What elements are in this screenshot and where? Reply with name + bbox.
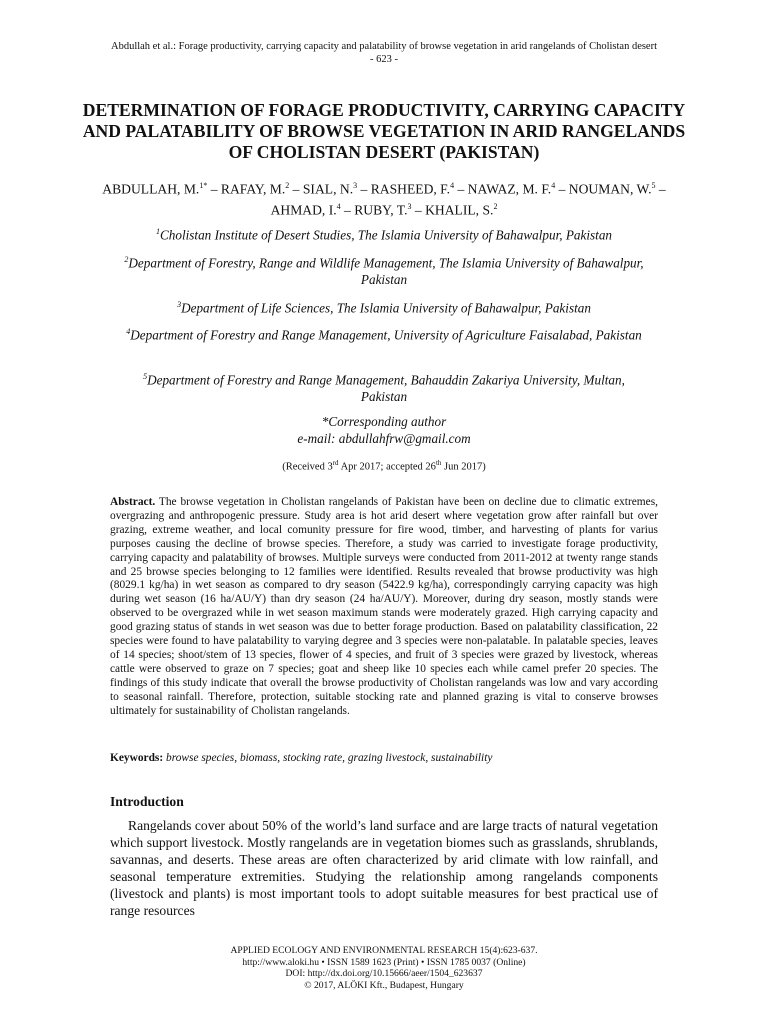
keywords-label: Keywords:	[110, 752, 164, 764]
affiliation-text: Department of Forestry, Range and Wildlife Management, The Islamia University of Bahawalpur, Pakistan	[128, 255, 644, 288]
author-separator: –	[655, 181, 666, 197]
accepted-sup: th	[435, 459, 442, 467]
received-sup: rd	[332, 459, 339, 467]
author-name: NAWAZ, M. F.	[467, 181, 552, 197]
footer-copyright: © 2017, ALÖKI Kft., Budapest, Hungary	[304, 979, 464, 991]
author-separator: –	[357, 181, 371, 197]
author-name: AHMAD, I.	[270, 202, 337, 218]
author-name: ABDULLAH, M.	[102, 181, 200, 197]
author-affiliation-marker: 2	[493, 201, 498, 211]
page-footer	[120, 945, 648, 991]
affiliation-number: 5	[143, 372, 148, 381]
received-middle: Apr 2017; accepted 26	[338, 461, 436, 473]
abstract	[110, 496, 658, 719]
footer-doi: DOI: http://dx.doi.org/10.15666/aeer/1504_623637	[285, 968, 483, 979]
author-affiliation-marker: 4	[551, 181, 556, 190]
paper-title: DETERMINATION OF FORAGE PRODUCTIVITY, CARRYING CAPACITY AND PALATABILITY OF BROWSE VEGETATION IN ARID RANGELANDS OF CHOLISTAN DESERT (PAKISTAN)	[82, 100, 686, 162]
received-suffix: Jun 2017)	[441, 461, 486, 473]
author-separator: –	[340, 202, 355, 218]
author-separator: –	[555, 181, 569, 197]
running-head	[60, 40, 708, 66]
affiliation-text: Cholistan Institute of Desert Studies, The Islamia University of Bahawalpur, Pakistan	[159, 227, 613, 243]
author-affiliation-marker: 3	[353, 181, 358, 190]
affiliation-number: 1	[155, 227, 160, 236]
author-name: KHALIL, S.	[425, 202, 494, 218]
keywords-text: browse species, biomass, stocking rate, grazing livestock, sustainability	[166, 752, 493, 764]
author-name: RAFAY, M.	[220, 181, 286, 197]
affiliation-4	[120, 323, 648, 343]
corresponding-email: e-mail: abdullahfrw@gmail.com	[297, 431, 471, 446]
affiliation-text: Department of Forestry and Range Management, Bahauddin Zakariya University, Multan, Pakistan	[147, 372, 625, 405]
received-dates	[120, 457, 648, 474]
author-name: NOUMAN, W.	[568, 181, 652, 197]
author-affiliation-marker: 3	[407, 201, 412, 211]
section-heading-introduction: Introduction	[110, 794, 184, 809]
author-separator: –	[454, 181, 468, 197]
running-head-text: Abdullah et al.: Forage productivity, carrying capacity and palatability of browse vegetation in arid rangelands of Cholistan desert	[110, 41, 658, 52]
author-affiliation-marker: 2	[285, 181, 290, 190]
keywords	[110, 751, 658, 765]
affiliation-text: Department of Forestry and Range Management, University of Agriculture Faisalabad, Pakistan	[130, 327, 642, 343]
author-affiliation-marker: 4	[450, 181, 455, 190]
author-list	[90, 177, 678, 218]
affiliation-number: 2	[124, 255, 129, 264]
footer-journal: APPLIED ECOLOGY AND ENVIRONMENTAL RESEARCH 15(4):623-637.	[230, 945, 538, 956]
introduction-body	[110, 817, 658, 920]
author-affiliation-marker: 4	[336, 201, 341, 211]
page-number: - 623 -	[370, 54, 398, 65]
abstract-text: The browse vegetation in Cholistan rangelands of Pakistan have been on decline due to climatic extremes, overgrazing and anthropogenic pressure. Study area is hot arid desert where vegetation grow after rainfall but over grazing, extreme weather, and local comunity pressure for fire wood, timber, and harvesting of plants for varius purposes causing the decline of browse species. Therefore, a study was carried to investigate forage productivity, carrying capacity and palatability of browses. Multiple surveys were conducted from 2011-2012 at twenty range stands and 25 browse species belonging to 12 families were identified. Results revealed that browse productivity was high (8029.1 kg/ha) in wet season as compared to dry season (5422.9 kg/ha), correspondingly carrying capacity was high during wet season (16 ha/AU/Y) than dry season (24 ha/AU/Y). Moreover, during dry season, mostly stands were observed to be overgrazed while in wet season maximum stands were moderately grazed. High carrying capacity and good grazing status of stands in wet season was due to better forage production. Based on palatability classification, 22 species were found to have palatability to varying degree and 3 species were non-palatable. In palatable species, leaves of 14 species; shoot/stem of 13 species, flower of 4 species, and fruit of 3 species were grazed by livestock, whereas cattle were observed to graze on 7 species; goat and sheep like 10 species each while camel prefer 20 species. The findings of this study indicate that overall the browse productivity of Cholistan rangelands was low and vary according to seasonal rainfall. Therefore, protection, suitable stocking rate and planned grazing is vital to conserve browses ultimately for sustainability of Cholistan rangelands.	[110, 496, 658, 717]
author-name: SIAL, N.	[302, 181, 354, 197]
author-affiliation-marker: 1*	[199, 181, 208, 190]
affiliation-5	[120, 368, 648, 405]
corresponding-author	[120, 413, 648, 447]
received-prefix: (Received 3	[282, 461, 333, 473]
author-separator: –	[207, 181, 221, 197]
affiliation-number: 3	[177, 300, 182, 309]
footer-issn: http://www.aloki.hu • ISSN 1589 1623 (Print) • ISSN 1785 0037 (Online)	[242, 956, 526, 968]
corresponding-label: *Corresponding author	[321, 414, 447, 429]
author-name: RASHEED, F.	[370, 181, 451, 197]
author-separator: –	[411, 202, 426, 218]
affiliation-3	[120, 296, 648, 316]
author-affiliation-marker: 5	[651, 181, 656, 190]
author-separator: –	[289, 181, 303, 197]
affiliation-text: Department of Life Sciences, The Islamia University of Bahawalpur, Pakistan	[181, 300, 591, 316]
affiliation-2	[120, 251, 648, 288]
author-name: RUBY, T.	[354, 202, 408, 218]
affiliation-number: 4	[126, 327, 131, 336]
introduction-paragraph: Rangelands cover about 50% of the world’s land surface and are large tracts of natural vegetation which support livestock. Mostly rangelands are in vegetation biomes such as grasslands, shrublands, savannas, and deserts. These areas are often characterized by arid climate with low rainfall, and seasonal temperature extremities. Studying the relationship among rangelands components (livestock and plants) is most important tools to adopt suitable measures for best practical use of range resources	[110, 818, 658, 919]
affiliation-1	[120, 223, 648, 243]
abstract-label: Abstract.	[110, 496, 156, 508]
